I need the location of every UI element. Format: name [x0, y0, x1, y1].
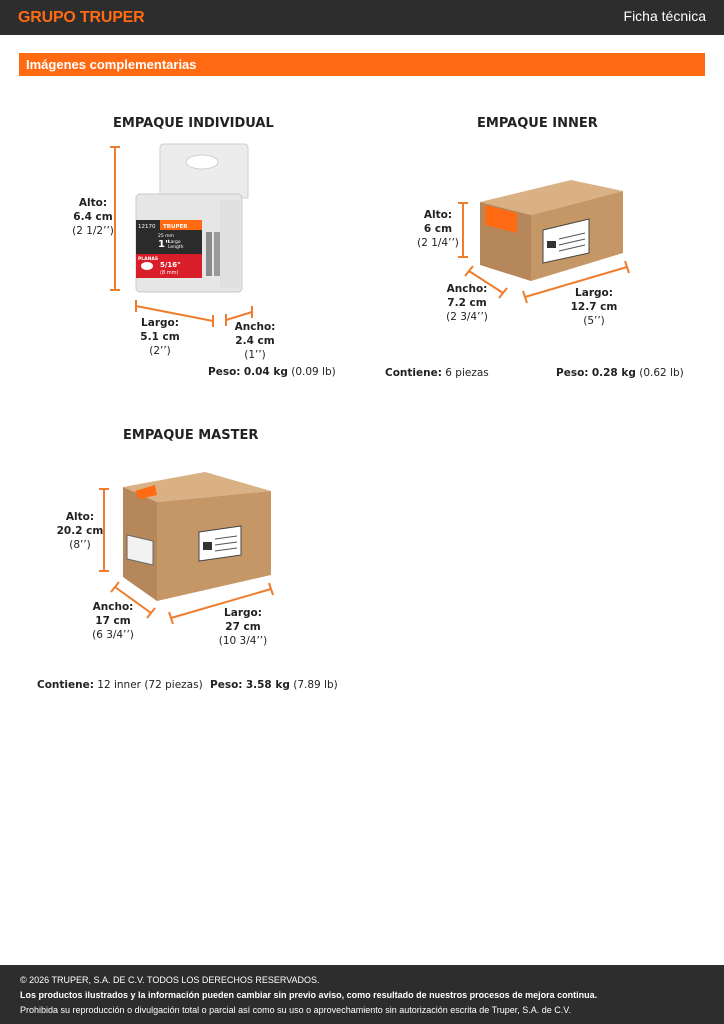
master-width-label: Ancho: 17 cm (6 3/4’’) [92, 601, 134, 641]
master-height-label: Alto: 20.2 cm (8’’) [56, 511, 104, 551]
inner-height-label: Alto: 6 cm (2 1/4’’) [417, 209, 459, 249]
footer [0, 965, 724, 1024]
section-title: Imágenes complementarias [26, 57, 197, 72]
svg-text:(8 mm): (8 mm) [160, 270, 179, 276]
svg-text:5/16": 5/16" [160, 261, 181, 269]
individual-hang-tab [160, 144, 248, 198]
footer-copyright: © 2026 TRUPER, S.A. DE C.V. TODOS LOS DERECHOS RESERVADOS. [20, 975, 320, 985]
inner-weight: Peso: 0.28 kg (0.62 lb) [556, 367, 684, 379]
section-header [19, 53, 705, 76]
master-title: EMPAQUE MASTER [123, 428, 259, 443]
master-contents: Contiene: 12 inner (72 piezas) [37, 679, 203, 691]
individual-height-label: Alto: 6.4 cm (2 1/2’’) [72, 197, 114, 237]
master-weight: Peso: 3.58 kg (7.89 lb) [210, 679, 338, 691]
individual-length-label: Largo: 5.1 cm (2’’) [140, 317, 180, 357]
svg-text:Length: Length [168, 245, 184, 250]
inner-length-label: Largo: 12.7 cm (5’’) [570, 287, 618, 327]
svg-text:PLANAS: PLANAS [138, 257, 159, 262]
individual-weight: Peso: 0.04 kg (0.09 lb) [208, 366, 336, 378]
svg-text:12170: 12170 [138, 224, 156, 230]
individual-title: EMPAQUE INDIVIDUAL [113, 116, 274, 131]
hang-hole [186, 155, 218, 169]
master-length-label: Largo: 27 cm (10 3/4’’) [218, 607, 268, 647]
header-bar [0, 0, 724, 35]
truper-logo: GRUPO TRUPER [18, 9, 145, 26]
svg-text:1": 1" [158, 239, 171, 250]
svg-text:25 mm: 25 mm [158, 234, 174, 239]
individual-width-label: Ancho: 2.4 cm (1’’) [234, 321, 276, 361]
inner-contents: Contiene: 6 piezas [385, 367, 489, 379]
inner-width-label: Ancho: 7.2 cm (2 3/4’’) [446, 283, 488, 323]
footer-prohibition: Prohibida su reproducción o divulgación total o parcial así como su uso o aprovechamiento sin autorización escrita de Truper, S.A. de C.V. [20, 1005, 571, 1015]
footer-notice: Los productos ilustrados y la información pueden cambiar sin previo aviso, como resultado de nuestros procesos de mejora continua. [20, 990, 598, 1000]
document-type: Ficha técnica [623, 8, 706, 24]
svg-text:TRUPER: TRUPER [163, 224, 188, 230]
svg-text:Largo: Largo [168, 240, 181, 245]
individual-package-image [100, 140, 270, 330]
inner-title: EMPAQUE INNER [477, 116, 598, 131]
